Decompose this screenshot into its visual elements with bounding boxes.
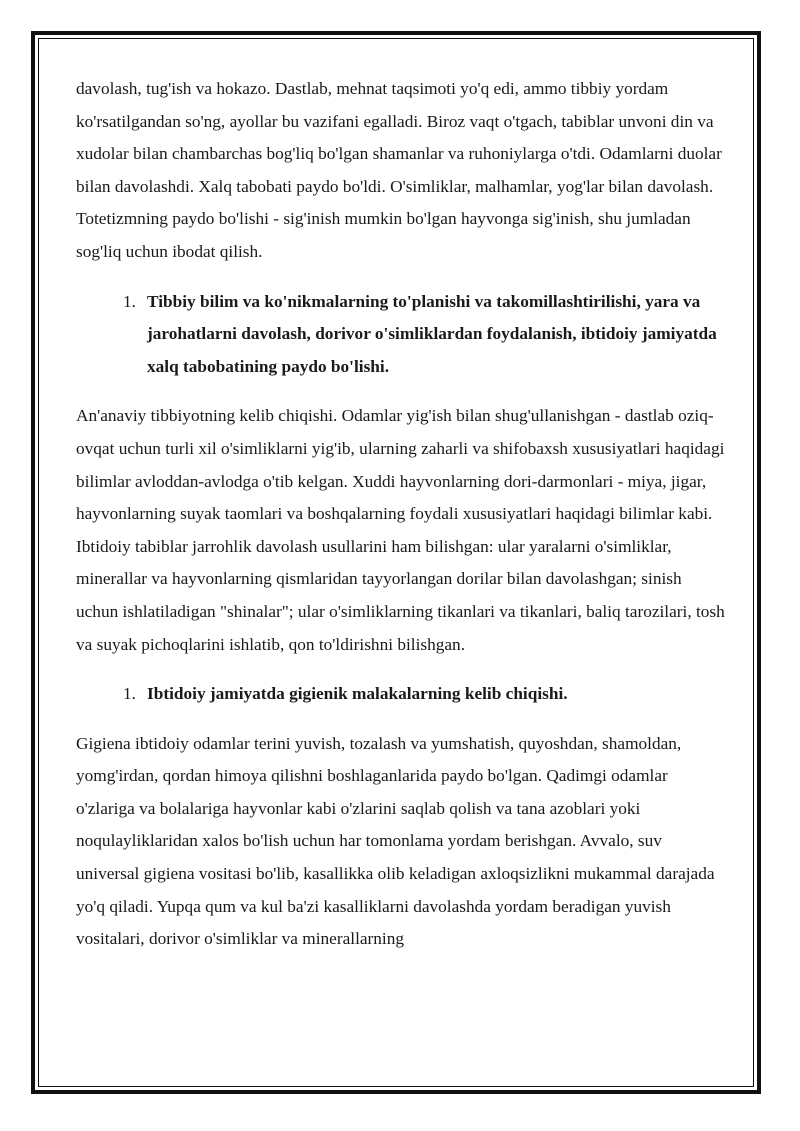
heading-medical-knowledge (76, 286, 726, 384)
heading-text: Tibbiy bilim va ko'nikmalarning to'planishi va takomillashtirilishi, yara va jarohatlarni davolash, dorivor o'simliklardan foydalanish, ibtidoiy jamiyatda xalq tabobatining paydo bo'lishi. (147, 291, 717, 376)
paragraph-healing-history: davolash, tug'ish va hokazo. Dastlab, mehnat taqsimoti yo'q edi, ammo tibbiy yordam ko'rsatilgandan so'ng, ayollar bu vazifani egalladi. Biroz vaqt o'tgach, tabiblar unvoni din va xudolar bilan chambarchas bog'liq bo'lgan shamanlar va ruhoniylarga o'tdi. Odamlarni duolar bilan davolashdi. Xalq tabobati paydo bo'ldi. O'simliklar, malhamlar, yog'lar bilan davolash. Totetizmning paydo bo'lishi - sig'inish mumkin bo'lgan hayvonga sig'inish, shu jumladan sog'liq uchun ibodat qilish. (76, 79, 722, 261)
heading-text: Ibtidoiy jamiyatda gigienik malakalarning kelib chiqishi. (147, 684, 568, 704)
paragraph-traditional-medicine: An'anaviy tibbiyotning kelib chiqishi. Odamlar yig'ish bilan shug'ullanishgan - dastlab oziq-ovqat uchun turli xil o'simliklarni yig'ib, ularning zaharli va shifobaxsh xususiyatlari haqidagi bilimlar avloddan-avlodga o'tib kelgan. Xuddi hayvonlarning dori-darmonlari - miya, jigar, hayvonlarning suyak taomlari va boshqalarning foydali xususiyatlari haqidagi bilimlar kabi. (76, 406, 725, 524)
paragraph-primitive-healers: Ibtidoiy tabiblar jarrohlik davolash usullarini ham bilishgan: ular yaralarni o'simliklar, minerallar va hayvonlarning qismlaridan tayyorlangan dorilar bilan davolashgan; sinish uchun ishlatiladigan "shinalar"; ular o'simliklarning tikanlari va tikanlari, baliq tarozilari, tosh va suyak pichoqlarini ishlatib, qon to'ldirishni bilishgan. (76, 536, 725, 654)
heading-hygiene-origins (76, 678, 726, 711)
paragraph-hygiene: Gigiena ibtidoiy odamlar terini yuvish, tozalash va yumshatish, quyoshdan, shamoldan, yomg'irdan, qordan himoya qilishni boshlaganlarida paydo bo'lgan. Qadimgi odamlar o'zlariga va bolalariga hayvonlar kabi o'zlarini saqlab qolish va tana azoblari yoki noqulayliklaridan xalos bo'lish uchun har tomonlama yordam berishgan. Avvalo, suv universal gigiena vositasi bo'lib, kasallikka olib keladigan axloqsizlikni mukammal darajada yo'q qiladi. Yupqa qum va kul ba'zi kasalliklarni davolashda yordam beradigan yuvish vositalari, dorivor o'simliklar va minerallarning (76, 733, 715, 949)
heading-number: 1. (123, 684, 136, 704)
heading-number: 1. (123, 291, 136, 311)
document-body (76, 73, 726, 956)
